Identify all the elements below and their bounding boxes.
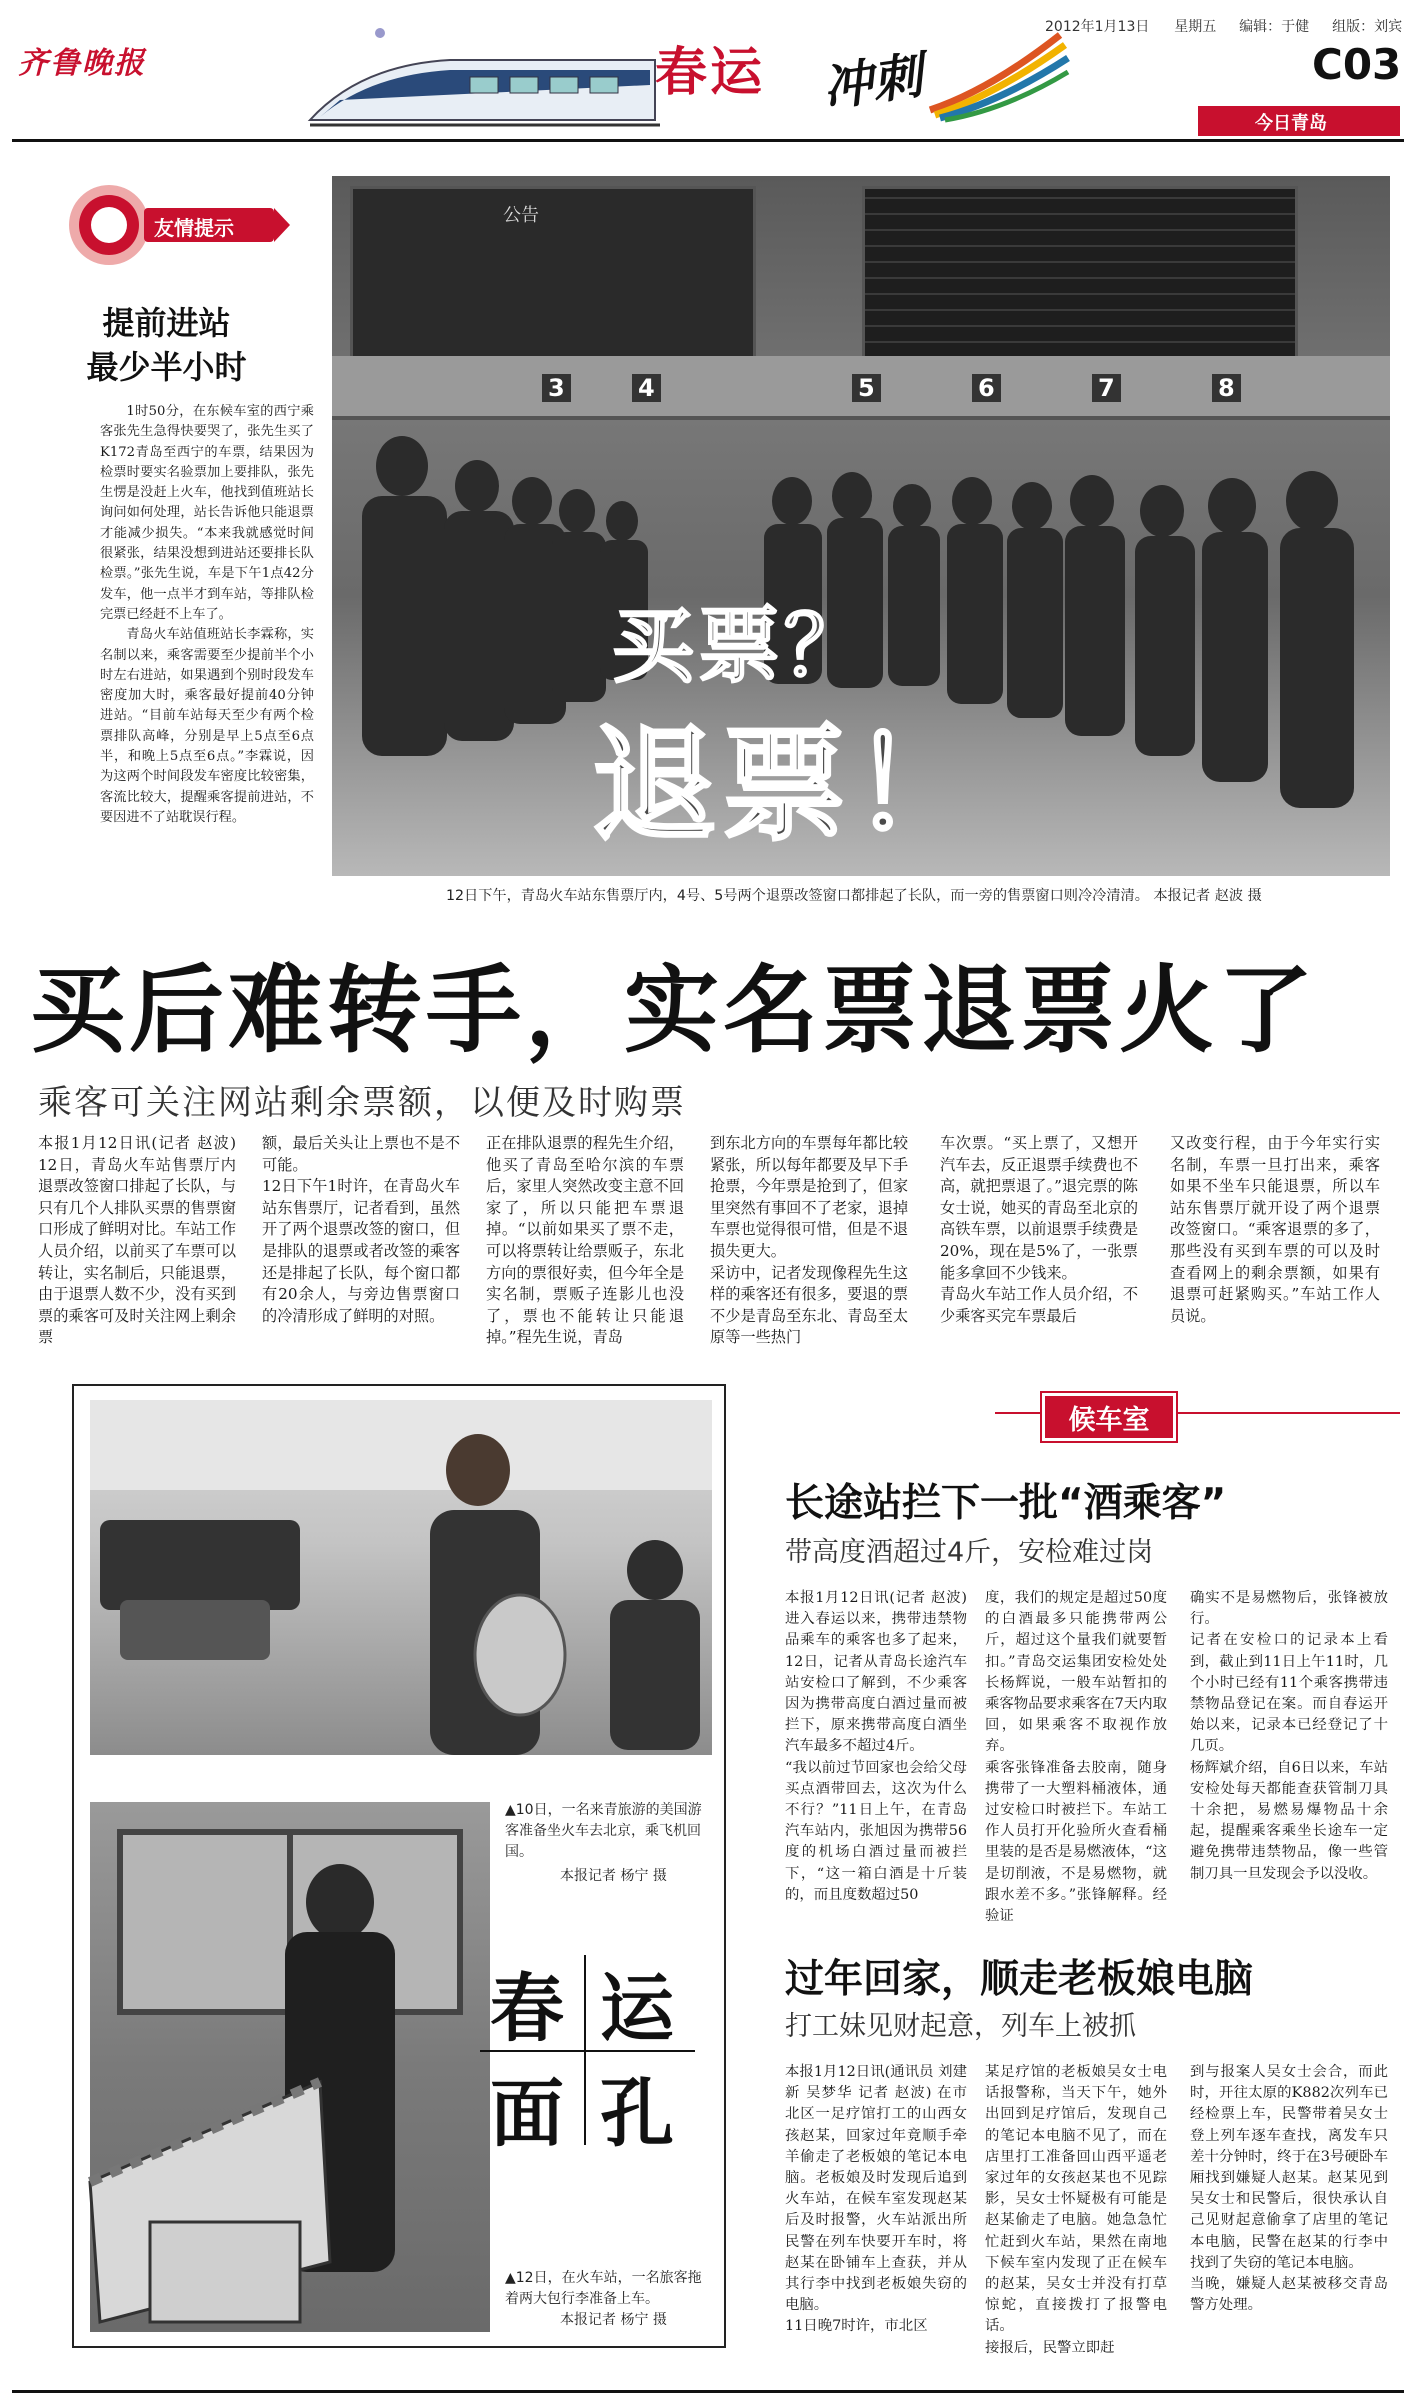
editor-credit: 编辑：于健	[1239, 19, 1310, 35]
article2-col-2: 度，我们的规定是超过50度的白酒最多只能携带两公斤，超过这个量我们就要暂扣。”青岛交运集团安检处处长杨辉说，一般车站暂扣的乘客物品要求乘客在7天内取回，如果乘客不取视作放弃。 乘客张锋准备去胶南，随身携带了一大塑料桶液体，通过安检口时被拦下。车站工作人员打开化验所火查看桶里装的是否是易燃液体，“这是切削液，不是易燃物，就跟水差不多。”张锋解释。经验证	[985, 1590, 1167, 1925]
main-subheadline: 乘客可关注网站剩余票额，以便及时购票	[38, 1083, 686, 1123]
window-number: 6	[972, 374, 1001, 402]
section-title-deco: 冲刺	[818, 45, 927, 118]
window-number: 8	[1212, 374, 1241, 402]
window-number: 3	[542, 374, 571, 402]
issue-date: 2012年1月13日	[1045, 19, 1150, 35]
top-photo-caption: 12日下午，青岛火车站东售票厅内，4号、5号两个退票改签窗口都排起了长队，而一旁的售票窗口则冷冷清清。 本报记者 赵波 摄	[446, 888, 1262, 904]
main-headline: 买后难转手，实名票退票火了	[30, 956, 1318, 1066]
passenger-photo-credit: 本报记者 杨宁 摄	[560, 2312, 667, 2328]
window-number: 7	[1092, 374, 1121, 402]
tip-title-line2: 最少半小时	[86, 348, 247, 386]
ticket-hall-photo	[332, 176, 1390, 876]
train-illustration	[300, 25, 670, 135]
tip-badge-label: 友情提示	[154, 216, 234, 240]
tourist-photo-credit: 本报记者 杨宁 摄	[560, 1868, 667, 1884]
overlay-refund-ticket: 退票！	[592, 714, 983, 858]
overlay-buy-ticket: 买票？	[612, 599, 871, 694]
article3-col-3: 到与报案人吴女士会合，而此时，开往太原的K882次列车已经检票上车，民警带着吴女士登上列车逐车查找，离发车只差十分钟时，终于在3号硬卧车厢找到嫌疑人赵某。赵某见到吴女士和民警后，很快承认自己见财起意偷拿了店里的笔记本电脑，民警在赵某的行李中找到了失窃的笔记本电脑。 当晚，嫌疑人赵某被移交青岛警方处理。	[1190, 2064, 1388, 2314]
tip-paragraph-1: 1时50分，在东候车室的西宁乘客张先生急得快要哭了，张先生买了K172青岛至西宁的车票，结果因为检票时要实名验票加上要排队，张先生愣是没赶上火车，他找到值班站长询问如何处理，站长告诉他只能退票才能减少损失。“本来我就感觉时间很紧张，结果没想到进站还要排长队检票。”张先生说，车是下午1点42分发车，他一点半才到车站，等排队检完票已经赶不上车了。	[100, 404, 314, 622]
feature-char-2: 运	[600, 1966, 674, 2052]
main-article-col-4: 到东北方向的车票每年都比较紧张，所以每年都要及早下手抢票，今年票是抢到了，但家里突然有事回不了老家，退掉车票也觉得很可惜，但是不退损失更大。 采访中，记者发现像程先生这样的乘客还有很多，要退的票不少是青岛至东北、青岛至太原等一些热门	[710, 1134, 908, 1347]
passenger-photo-caption: ▲12日，在火车站，一名旅客拖着两大包行李准备上车。	[505, 2270, 702, 2307]
main-article-col-2: 额，最后关头让上票也不是不可能。 12日下午1时许，在青岛火车站东售票厅，记者看到，虽然开了两个退票改签的窗口，但是排队的退票或者改签的乘客还是排起了长队，每个窗口都有20余人，与旁边售票窗口的冷清形成了鲜明的对照。	[262, 1134, 460, 1325]
page-number: C03	[1312, 40, 1402, 89]
issue-weekday: 星期五	[1174, 19, 1217, 35]
main-article-col-5: 车次票。“买上票了，又想开汽车去，反正退票手续费也不高，就把票退了。”退完票的陈女士说，她买的青岛至北京的高铁车票，以前退票手续费是20%，现在是5%了，一张票能多拿回不少钱来。 青岛火车站工作人员介绍，不少乘客买完车票最后	[940, 1134, 1138, 1325]
main-article-col-6: 又改变行程，由于今年实行实名制，车票一旦打出来，乘客如果不坐车只能退票，所以车站东售票厅就开设了两个退票改签窗口。“乘客退票的多了，那些没有买到车票的可以及时查看网上的剩余票额，如果有退票可赶紧购买。”车站工作人员说。	[1170, 1134, 1380, 1325]
feature-char-4: 孔	[600, 2071, 674, 2157]
passenger-silhouette	[90, 1802, 490, 2332]
ribbon-decoration	[930, 30, 1070, 120]
article2-subheadline: 带高度酒超过4斤，安检难过岗	[785, 1537, 1154, 1568]
tip-body	[100, 402, 314, 912]
article2-col-1: 本报1月12日讯(记者 赵波) 进入春运以来，携带违禁物品乘车的乘客也多了起来，12日，记者从青岛长途汽车站安检口了解到，不少乘客因为携带高度白酒过量而被拦下，原来携带高度白酒坐汽车最多不超过4斤。 “我以前过节回家也会给父母买点酒带回去，这次为什么不行？”11日上午，在青岛汽车站内，张旭因为携带56度的机场白酒过量而被拦下，“这一箱白酒是十斤装的，而且度数超过50	[785, 1590, 967, 1903]
waiting-room-badge-label: 候车室	[1068, 1405, 1150, 1436]
tourist-photo	[90, 1400, 712, 1755]
sidebar-tip	[14, 150, 319, 920]
layout-credit: 组版：刘宾	[1332, 19, 1403, 35]
passenger-photo	[90, 1802, 490, 2332]
notice-board	[350, 186, 756, 372]
tourist-photo-caption: ▲10日，一名来青旅游的美国游客准备坐火车去北京，乘飞机回国。	[505, 1802, 702, 1860]
notice-board-title: 公告	[503, 205, 539, 226]
paper-name: 齐鲁晚报	[18, 46, 146, 81]
issue-info	[1045, 16, 1402, 36]
masthead-rule	[12, 139, 1404, 142]
tip-paragraph-2: 青岛火车站值班站长李霖称，实名制以来，乘客需要至少提前半个小时左右进站，如果遇到个别时段发车密度加大时，乘客最好提前40分钟进站。“目前车站每天至少有两个检票排队高峰，分别是早上5点至6点半，和晚上5点至6点。”李霖说，因为这两个时间段发车密度比较密集，客流比较大，提醒乘客提前进站，不要因进不了站耽误行程。	[100, 627, 314, 825]
main-article-col-3: 正在排队退票的程先生介绍，他买了青岛至哈尔滨的车票后，家里人突然改变主意不回家了，所以只能把车票退掉。“以前如果买了票不走，可以将票转让给票贩子，东北方向的票很好卖，但今年全是实名制，票贩子连影儿也没了，票也不能转让只能退掉。”程先生说，青岛	[486, 1134, 684, 1347]
window-number: 4	[632, 374, 661, 402]
bottom-rule	[12, 2390, 1404, 2393]
article3-col-1: 本报1月12日讯(通讯员 刘建新 吴梦华 记者 赵波) 在市北区一足疗馆打工的山西女孩赵某，回家过年竟顺手牵羊偷走了老板娘的笔记本电脑。老板娘及时发现后追到火车站，在候车室发现赵某后及时报警，火车站派出所民警在列车快要开车时，将赵某在卧铺车上查获，并从其行李中找到老板娘失窃的电脑。 11日晚7时许，市北区	[785, 2064, 967, 2335]
tip-title-line1: 提前进站	[102, 304, 231, 342]
article2-headline: 长途站拦下一批“酒乘客”	[785, 1481, 1227, 1526]
section-title: 春运	[655, 43, 766, 103]
feature-char-3: 面	[490, 2071, 564, 2157]
article3-col-2: 某足疗馆的老板娘吴女士电话报警称，当天下午，她外出回到足疗馆后，发现自己的笔记本电脑不见了，而在店里打工准备回山西平遥老家过年的女孩赵某也不见踪影，吴女士怀疑极有可能是赵某偷走了电脑。她急急忙忙赶到火车站，果然在南地下候车室内发现了正在候车的赵某，吴女士并没有打草惊蛇，直接拨打了报警电话。 接报后，民警立即赶	[985, 2064, 1167, 2356]
article3-headline: 过年回家，顺走老板娘电脑	[785, 1957, 1254, 2002]
feature-char-1: 春	[490, 1966, 564, 2052]
section-tag-label: 今日青岛	[1255, 113, 1327, 134]
article3-subheadline: 打工妹见财起意，列车上被抓	[785, 2011, 1136, 2042]
main-article-col-1: 本报1月12日讯(记者 赵波) 12日，青岛火车站售票厅内退票改签窗口排起了长队，与只有几个人排队买票的售票窗口形成了鲜明对比。车站工作人员介绍，以前买了车票可以转让，实名制后，只能退票，由于退票人数不少，没有买到票的乘客可及时关注网上剩余票	[38, 1134, 236, 1347]
masthead	[0, 0, 1417, 145]
article2-col-3: 确实不是易燃物后，张锋被放行。 记者在安检口的记录本上看到，截止到11日上午11时，几个小时已经有11个乘客携带违禁物品登记在案。而自春运开始以来，记录本已经登记了十几页。 杨辉斌介绍，自6日以来，车站安检处每天都能查获管制刀具十余把，易燃易爆物品十余起，提醒乘客乘坐长途车一定避免携带违禁物品，像一些管制刀具一旦发现会予以没收。	[1190, 1590, 1388, 1882]
window-number: 5	[852, 374, 881, 402]
tourist-silhouettes	[90, 1400, 712, 1755]
